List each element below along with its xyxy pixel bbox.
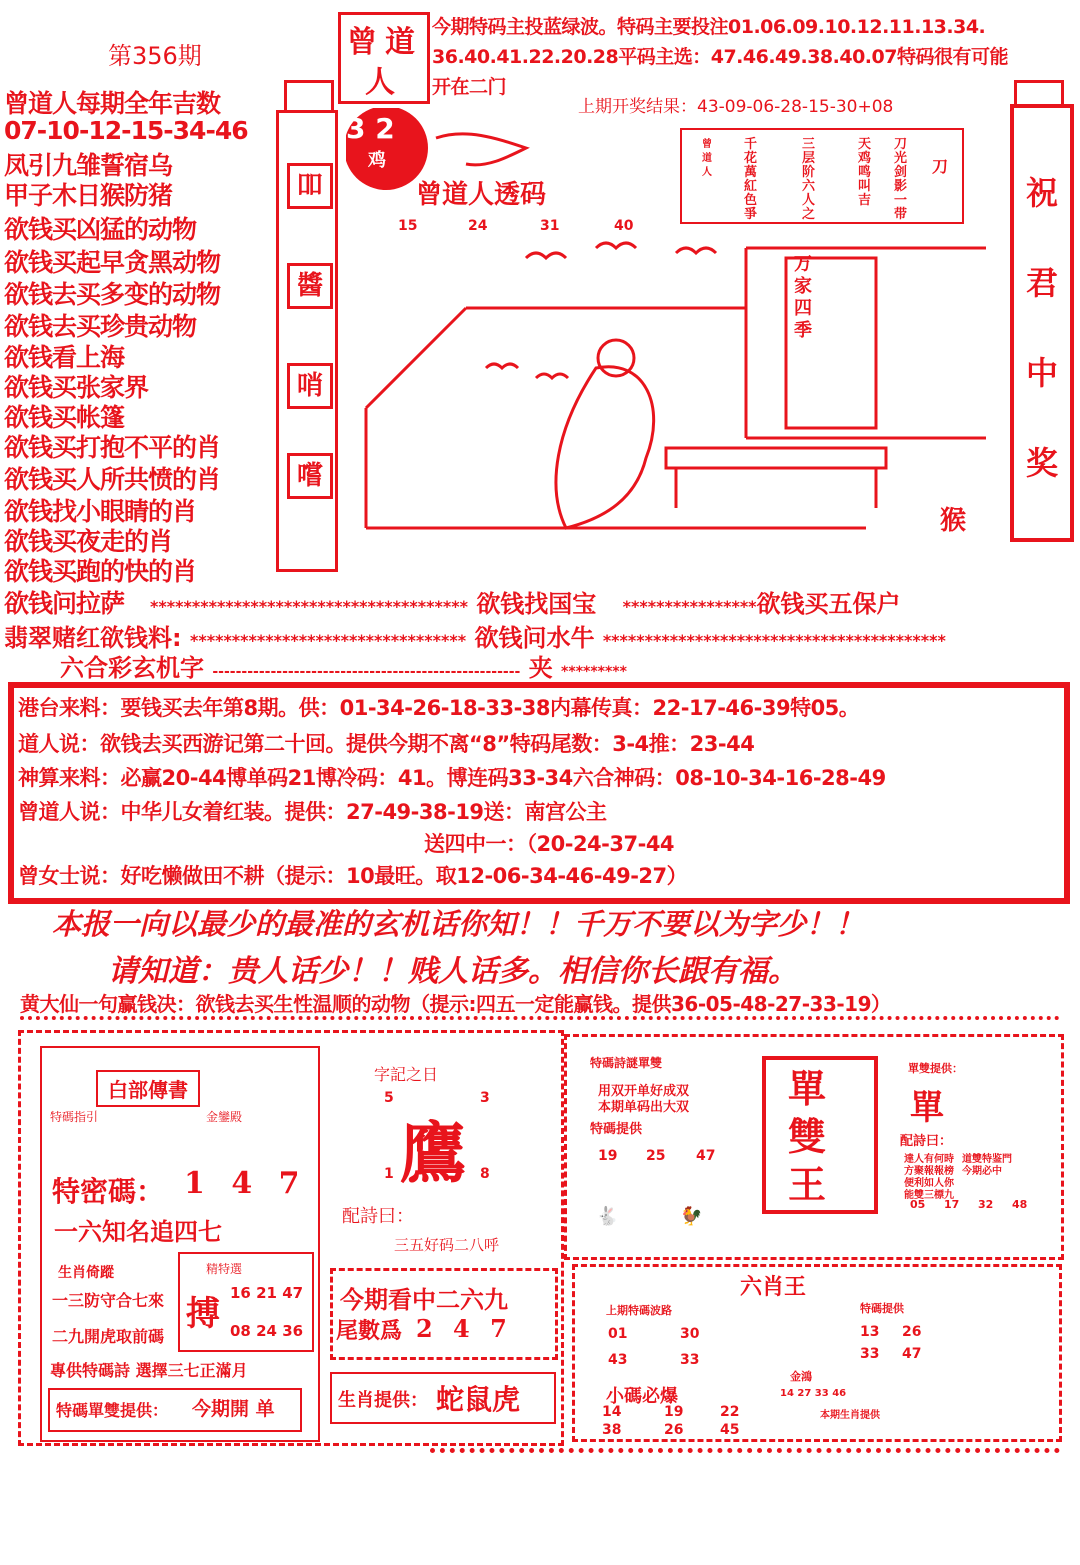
poem-label: 配詩曰： [342,1206,414,1227]
banner-cap [1014,80,1064,107]
bo-char: 搏 [186,1294,220,1334]
shengxiao-label: 生肖倚蹤 [58,1265,114,1281]
issue-number: 第356期 [108,42,202,70]
star-row-text: 欲钱找国宝 [476,590,597,618]
animal-label: 猴 [940,506,967,536]
info-line: 曾女士说：好吃懒做田不耕（提示：10最旺。取12-06-34-46-49-27） [18,864,688,888]
tema-label: 特密碼： [52,1175,165,1208]
wall-scroll-text: 万家四季 [794,254,812,341]
left-line: 欲钱买起早贪黑动物 [4,248,221,277]
brb-tema-label: 特碼提供 [860,1302,904,1315]
side-note: 特碼指引 [50,1110,99,1124]
star-row-tail: 欲钱买五保户 [756,590,901,618]
brb-bottom-note: 本期生肖提供 [820,1410,880,1421]
bo-numbers: 16 21 47 [230,1284,304,1302]
star-row [60,648,627,683]
brb-right-num: 13 [860,1324,880,1340]
side-title: 單雙提供： [908,1062,963,1075]
star-row-prefix: 翡翠赌红欲钱料: [4,624,182,652]
brb-xiao-num: 14 [602,1404,622,1420]
middle-title: 字記之日 [374,1065,439,1084]
wei-label: 尾數爲 [336,1318,403,1344]
brb-left-num: 43 [608,1352,628,1368]
slogan-line: 本报一向以最少的最准的玄机话你知！！千万不要以为字少！！ [52,907,865,941]
brt-rabbit-icon: 🐇 [596,1206,619,1227]
brt-line: 本期单码出大双 [598,1100,690,1115]
tema-poem: 一六知名追四七 [54,1217,222,1246]
bo-label: 精特選 [206,1262,243,1276]
brb-xiao-num: 26 [664,1422,684,1438]
left-line: 欲钱去买珍贵动物 [4,312,197,341]
brb-xiao-num: 19 [664,1404,684,1420]
star-filler: ************************************** [150,597,468,616]
left-line: 欲钱买打抱不平的肖 [4,433,221,462]
dsw-char: 雙 [788,1114,827,1159]
bo-numbers: 08 24 36 [230,1322,304,1340]
info-line: 曾道人说：中华儿女着红装。提供：27-49-38-19送：南宫公主 [18,800,607,824]
poem-scroll [680,128,964,224]
brt-line: 用双开单好成双 [598,1084,690,1099]
scroll-col: 刀 [932,157,949,176]
brb-left-num: 01 [608,1326,628,1342]
top-news-line: 今期特码主投蓝绿波。特码主要投注01.06.09.10.12.11.13.34. [432,16,986,38]
brb-xiao-num: 38 [602,1422,622,1438]
left-line: 07-10-12-15-34-46 [4,116,248,145]
shengxiao-line: 二九開虎取前碼 [52,1327,165,1346]
side-num: 17 [944,1198,960,1211]
last-result-label: 上期开奖结果： [578,97,697,117]
logo-char: 曾 [347,25,377,60]
shengxiao-line: 一三防守合七來 [52,1291,165,1310]
left-line: 欲钱买帐篷 [4,403,125,432]
banner-char: 中 [1025,354,1058,392]
kan-line: 今期看中二六九 [340,1286,508,1314]
brb-last-label: 上期特碼波路 [606,1304,672,1317]
side-poem: 能雙三標九 [904,1190,954,1201]
illustration-number: 15 [398,218,418,234]
brb-right-num: 33 [860,1346,880,1362]
side-poem-label: 配詩曰： [900,1134,953,1149]
brb-left-num: 30 [680,1326,700,1342]
brb-mid-label: 金鴻 [790,1370,812,1383]
side-note: 金鑾殿 [206,1110,243,1124]
illustration-number: 40 [614,218,634,234]
scroll-col: 三层阶六人之 [802,137,816,222]
brb-xiao-label: 小碼必爆 [606,1386,678,1407]
star-filler: **************** [622,597,757,616]
top-news-line: 36.40.41.22.20.28平码主选：47.46.49.38.40.07特码很有可能 [432,46,1008,68]
banner-glyph: 吅 [287,163,333,209]
logo-char: 道 [385,25,415,60]
brt-num: 47 [696,1148,716,1164]
left-vertical-banner [276,110,338,572]
left-line: 凤引九雏誓宿乌 [4,151,173,180]
dsw-char: 王 [788,1162,827,1207]
side-num: 05 [910,1198,926,1211]
danshuang-label: 特碼單雙提供： [56,1401,169,1420]
top-news-line: 开在二门 [432,76,507,98]
brt-tema-label: 特碼提供 [590,1122,643,1137]
corner-num: 3 [480,1090,490,1106]
brb-xiao-num: 45 [720,1422,740,1438]
sx-value: 蛇鼠虎 [436,1383,521,1416]
last-result-value: 43-09-06-28-15-30+08 [697,97,894,117]
brt-title: 特碼詩謎單雙 [590,1056,663,1070]
info-line: 港台来料：要钱买去年第8期。供：01-34-26-18-33-38内幕传真：22-17-46-39特05。 [18,696,860,720]
star-filler: ********************************* [189,631,467,650]
left-line: 欲钱买夜走的肖 [4,527,173,556]
bottom-right-bottom-panel [572,1264,1062,1442]
brb-mid-nums: 14 27 33 46 [780,1388,847,1399]
brb-xiao-num: 22 [720,1404,740,1420]
side-poem: 道雙特鉴門 [962,1154,1012,1165]
divider [20,1016,1060,1024]
left-line: 欲钱买凶猛的动物 [4,215,197,244]
slogan-line: 请知道：贵人话少！！贱人话多。相信你长跟有福。 [108,954,798,989]
banner-char: 奖 [1025,444,1058,482]
corner-num: 5 [384,1090,394,1106]
info-line: 道人说：欲钱去买西游记第二十回。提供今期不离“8”特码尾数：3-4推：23-44 [18,732,755,756]
side-poem: 方聚報報榜 [904,1166,954,1177]
dsw-char: 單 [788,1066,827,1111]
corner-num: 8 [480,1166,490,1182]
wei-value: 2 4 7 [416,1314,513,1343]
left-line: 甲子木日猴防猪 [4,181,173,210]
illustration-title: 曾道人透码 [416,180,547,210]
left-line: 欲钱问拉萨 [4,589,125,618]
banner-char: 祝 [1025,174,1058,212]
logo-char: 人 [365,65,395,100]
danshuang-value: 今期開 单 [192,1398,275,1420]
scroll-col: 曾道人 [702,139,712,178]
side-poem: 達人有何時 [904,1154,954,1165]
info-line: 神算来料：必赢20-44博单码21博冷码：41。博连码33-34六合神码：08-10-34-16-28-49 [18,766,886,790]
side-poem: 今期必中 [962,1166,1002,1177]
banner-glyph: 哨 [287,363,333,409]
left-line: 欲钱买张家界 [4,373,149,402]
big-character: 鷹 [400,1114,466,1192]
star-row-text: 夹 [528,654,553,682]
brt-num: 19 [598,1148,618,1164]
banner-glyph: 嚐 [287,453,333,499]
brt-rooster-icon: 🐓 [680,1206,703,1227]
illustration-number: 24 [468,218,488,234]
side-poem: 便利如人你 [904,1178,954,1189]
left-line: 欲钱买人所共愤的肖 [4,465,221,494]
left-line: 欲钱买跑的快的肖 [4,557,197,586]
poem-text: 三五好码二八呼 [394,1236,500,1254]
banner-char: 君 [1025,264,1058,302]
side-num: 32 [978,1198,994,1211]
brb-left-num: 33 [680,1352,700,1368]
bottom-frame [430,1448,1060,1453]
side-big: 單 [910,1088,944,1128]
info-line: 送四中一：（20-24-37-44 [424,832,675,856]
banner-cap [284,80,334,111]
banner-glyph: 醬 [287,263,333,309]
star-filler: ********* [561,664,627,680]
scroll-col: 天鸡鸣叫吉 [858,137,872,208]
right-vertical-banner [1010,104,1074,542]
huang-line: 黄大仙一句赢钱决：欲钱去买生性温顺的动物（提示:四五一定能赢钱。提供36-05-48-27-33-19） [20,992,891,1016]
illustration-number: 31 [540,218,560,234]
star-row-text: 欲钱问水牛 [474,624,595,652]
scroll-col: 刀光剑影一带 [894,137,908,222]
star-row [150,584,901,619]
star-row-prefix: 六合彩玄机字 [60,654,204,682]
brb-right-num: 47 [902,1346,922,1362]
brt-num: 25 [646,1148,666,1164]
left-line: 欲钱找小眼睛的肖 [4,497,197,526]
logo [338,12,430,104]
badge-animal: 鸡 [368,150,386,171]
left-line: 曾道人每期全年吉数 [4,89,221,118]
panel-header: 白部傳書 [96,1070,200,1107]
side-num: 48 [1012,1198,1028,1211]
star-filler: ----------------------------------------------------- [212,664,521,680]
poem-line: 專供特碼詩 選擇三七正滿月 [50,1361,248,1380]
scroll-col: 千花萬紅色爭 [744,137,758,222]
sx-label: 生肖提供： [338,1390,428,1411]
brb-right-num: 26 [902,1324,922,1340]
star-filler: ***************************************** [602,631,946,650]
corner-num: 1 [384,1166,394,1182]
badge-number: 3 2 [346,112,395,145]
brb-title: 六肖王 [740,1274,807,1300]
left-line: 欲钱看上海 [4,343,125,372]
left-line: 欲钱去买多变的动物 [4,280,221,309]
tema-numbers: 1 4 7 [184,1166,308,1201]
